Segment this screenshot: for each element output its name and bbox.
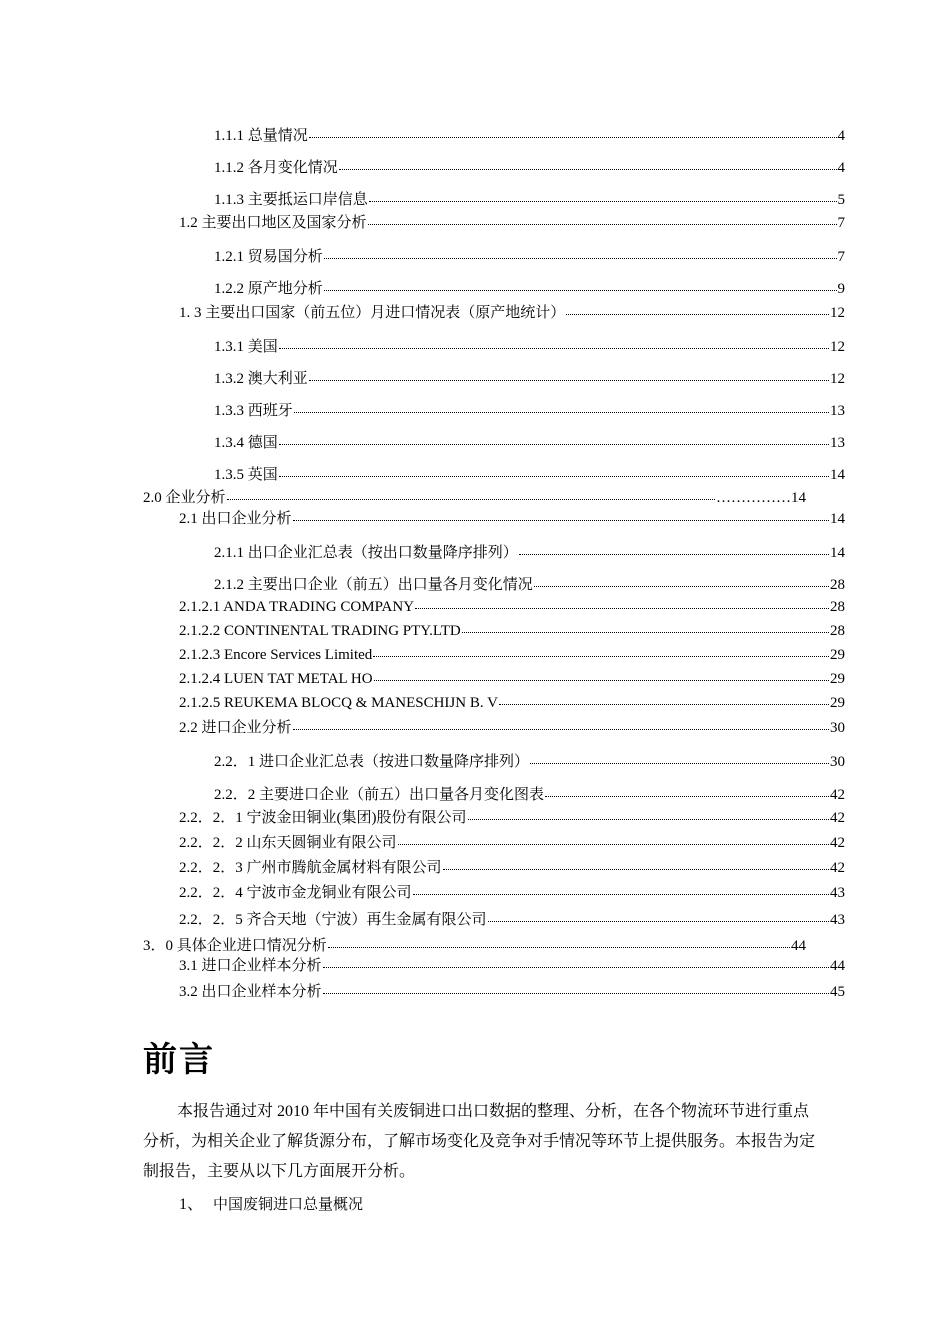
toc-entry-page: 43 xyxy=(830,912,845,928)
toc-entry[interactable] xyxy=(179,983,845,1001)
toc-entry[interactable] xyxy=(214,370,845,388)
toc-entry-page: 9 xyxy=(837,281,845,297)
toc-entry-page: 29 xyxy=(830,671,845,687)
toc-entry-title: 3.2 出口企业样本分析 xyxy=(179,984,322,1000)
toc-entry-title: 2.2．2．4 宁波市金龙铜业有限公司 xyxy=(179,885,412,901)
toc-entry[interactable] xyxy=(143,937,806,955)
toc-entry-title: 2.1.2.1 ANDA TRADING COMPANY xyxy=(179,599,415,615)
toc-entry[interactable] xyxy=(179,510,845,528)
toc-entry[interactable] xyxy=(179,214,845,232)
toc-leader-dots xyxy=(468,807,830,820)
toc-entry-title: 2.1.2.5 REUKEMA BLOCQ & MANESCHIJN B. V xyxy=(179,695,498,711)
toc-leader-dots xyxy=(227,487,715,500)
toc-entry[interactable] xyxy=(214,786,845,804)
toc-leader-dots xyxy=(373,644,829,657)
toc-entry-title: 1.1.3 主要抵运口岸信息 xyxy=(214,192,368,208)
toc-entry-page: 14 xyxy=(830,467,845,483)
toc-entry-page: 42 xyxy=(830,835,845,851)
toc-entry-page: 7 xyxy=(837,215,845,231)
toc-entry[interactable] xyxy=(214,191,845,209)
toc-leader-dots xyxy=(324,278,837,291)
preface-title: 前言 xyxy=(143,1040,215,1080)
toc-entry[interactable] xyxy=(179,646,845,664)
toc-entry-page: 42 xyxy=(830,810,845,826)
toc-entry[interactable] xyxy=(214,434,845,452)
toc-leader-dots xyxy=(328,935,790,948)
toc-entry-title: 1.3.4 德国 xyxy=(214,435,278,451)
toc-entry[interactable] xyxy=(179,622,845,640)
toc-leader-dots xyxy=(499,692,829,705)
toc-entry[interactable] xyxy=(214,280,845,298)
toc-entry-page: 30 xyxy=(830,720,845,736)
toc-leader-dots xyxy=(530,751,829,764)
toc-entry[interactable] xyxy=(214,159,845,177)
toc-entry-page: 42 xyxy=(830,787,845,803)
toc-entry[interactable] xyxy=(179,598,845,616)
toc-entry-page: 29 xyxy=(830,695,845,711)
toc-entry-title: 1.2 主要出口地区及国家分析 xyxy=(179,215,367,231)
toc-entry[interactable] xyxy=(179,957,845,975)
toc-entry-page: ……………14 xyxy=(716,490,806,506)
toc-entry-title: 1.2.1 贸易国分析 xyxy=(214,249,323,265)
toc-leader-dots xyxy=(293,508,829,521)
toc-leader-dots xyxy=(369,189,837,202)
toc-entry-title: 3．0 具体企业进口情况分析 xyxy=(143,938,327,954)
toc-leader-dots xyxy=(279,432,829,445)
toc-entry[interactable] xyxy=(214,402,845,420)
list-item xyxy=(179,1191,363,1214)
toc-entry-page: 13 xyxy=(830,403,845,419)
toc-entry[interactable] xyxy=(214,753,845,771)
toc-entry-title: 2.1 出口企业分析 xyxy=(179,511,292,527)
toc-entry-page: 14 xyxy=(830,545,845,561)
toc-leader-dots xyxy=(519,542,829,555)
toc-entry[interactable] xyxy=(179,719,845,737)
toc-entry-title: 2.1.2 主要出口企业（前五）出口量各月变化情况 xyxy=(214,577,533,593)
toc-entry-title: 2.2．2．5 齐合天地（宁波）再生金属有限公司 xyxy=(179,912,487,928)
toc-entry-title: 2.1.2.2 CONTINENTAL TRADING PTY.LTD xyxy=(179,623,461,639)
toc-leader-dots xyxy=(323,981,829,994)
toc-entry[interactable] xyxy=(214,576,845,594)
toc-entry-page: 13 xyxy=(830,435,845,451)
toc-entry-title: 1.3.5 英国 xyxy=(214,467,278,483)
toc-entry-page: 42 xyxy=(830,860,845,876)
toc-entry-title: 2.2．2 主要进口企业（前五）出口量各月变化图表 xyxy=(214,787,545,803)
toc-entry-title: 1.1.2 各月变化情况 xyxy=(214,160,338,176)
toc-entry-page: 12 xyxy=(830,371,845,387)
toc-leader-dots xyxy=(545,784,829,797)
toc-entry-title: 1.3.2 澳大利亚 xyxy=(214,371,308,387)
toc-entry[interactable] xyxy=(179,884,845,902)
toc-entry-page: 14 xyxy=(830,511,845,527)
toc-entry-title: 3.1 进口企业样本分析 xyxy=(179,958,322,974)
toc-entry-page: 28 xyxy=(830,577,845,593)
toc-leader-dots xyxy=(534,574,829,587)
toc-entry-title: 2.2 进口企业分析 xyxy=(179,720,292,736)
toc-entry[interactable] xyxy=(179,809,845,827)
toc-leader-dots xyxy=(398,832,829,845)
toc-entry[interactable] xyxy=(214,544,845,562)
toc-leader-dots xyxy=(294,400,829,413)
toc-leader-dots xyxy=(324,246,837,259)
toc-entry[interactable] xyxy=(179,670,845,688)
toc-leader-dots xyxy=(443,857,829,870)
toc-leader-dots xyxy=(339,157,837,170)
toc-entry-title: 1.1.1 总量情况 xyxy=(214,128,308,144)
toc-entry[interactable] xyxy=(179,694,845,712)
toc-leader-dots xyxy=(488,909,829,922)
preface-paragraph: 本报告通过对 2010 年中国有关废铜进口出口数据的整理、分析，在各个物流环节进行重点分析，为相关企业了解货源分布，了解市场变化及竞争对手情况等环节上提供服务。本报告为定制报告，主要从以下几方面展开分析。 xyxy=(143,1103,816,1180)
toc-entry[interactable] xyxy=(214,248,845,266)
toc-entry-title: 1. 3 主要出口国家（前五位）月进口情况表（原产地统计） xyxy=(179,305,566,321)
toc-entry-page: 4 xyxy=(837,128,845,144)
toc-entry-page: 45 xyxy=(830,984,845,1000)
toc-entry-title: 2.2．2．2 山东天圆铜业有限公司 xyxy=(179,835,397,851)
toc-entry-page: 44 xyxy=(791,938,806,954)
toc-leader-dots xyxy=(323,955,829,968)
toc-entry-page: 5 xyxy=(837,192,845,208)
toc-leader-dots xyxy=(374,668,829,681)
toc-entry-page: 28 xyxy=(830,623,845,639)
toc-entry-title: 2.1.2.4 LUEN TAT METAL HO xyxy=(179,671,373,687)
toc-entry-page: 29 xyxy=(830,647,845,663)
toc-leader-dots xyxy=(293,717,829,730)
list-text: 中国废铜进口总量概况 xyxy=(213,1195,364,1213)
toc-leader-dots xyxy=(309,368,829,381)
toc-entry[interactable] xyxy=(214,127,845,145)
toc-entry-title: 2.2．1 进口企业汇总表（按进口数量降序排列） xyxy=(214,754,530,770)
toc-entry-title: 2.0 企业分析 xyxy=(143,490,226,506)
toc-entry[interactable] xyxy=(179,911,845,929)
toc-entry-page: 7 xyxy=(837,249,845,265)
toc-entry-title: 2.1.1 出口企业汇总表（按出口数量降序排列） xyxy=(214,545,518,561)
toc-entry[interactable] xyxy=(179,859,845,877)
toc-entry[interactable] xyxy=(214,338,845,356)
toc-entry-page: 4 xyxy=(837,160,845,176)
toc-entry-page: 28 xyxy=(830,599,845,615)
toc-entry-page: 30 xyxy=(830,754,845,770)
toc-leader-dots xyxy=(413,882,829,895)
toc-entry[interactable] xyxy=(143,489,806,507)
toc-entry-title: 2.1.2.3 Encore Services Limited xyxy=(179,647,373,663)
toc-entry[interactable] xyxy=(179,304,845,322)
toc-entry-title: 1.3.1 美国 xyxy=(214,339,278,355)
toc-entry-page: 12 xyxy=(830,339,845,355)
toc-entry-title: 2.2．2．1 宁波金田铜业(集团)股份有限公司 xyxy=(179,810,467,826)
toc-entry-page: 43 xyxy=(830,885,845,901)
toc-leader-dots xyxy=(566,302,829,315)
toc-entry-title: 1.3.3 西班牙 xyxy=(214,403,293,419)
toc-leader-dots xyxy=(279,336,829,349)
toc-entry[interactable] xyxy=(179,834,845,852)
toc-entry-page: 44 xyxy=(830,958,845,974)
toc-entry-page: 12 xyxy=(830,305,845,321)
toc-leader-dots xyxy=(279,464,829,477)
toc-leader-dots xyxy=(368,212,837,225)
toc-entry[interactable] xyxy=(214,466,845,484)
toc-leader-dots xyxy=(462,620,829,633)
toc-entry-title: 1.2.2 原产地分析 xyxy=(214,281,323,297)
toc-leader-dots xyxy=(415,596,829,609)
toc-leader-dots xyxy=(309,125,837,138)
toc-entry-title: 2.2．2．3 广州市腾航金属材料有限公司 xyxy=(179,860,442,876)
list-number: 1、 xyxy=(179,1196,204,1213)
